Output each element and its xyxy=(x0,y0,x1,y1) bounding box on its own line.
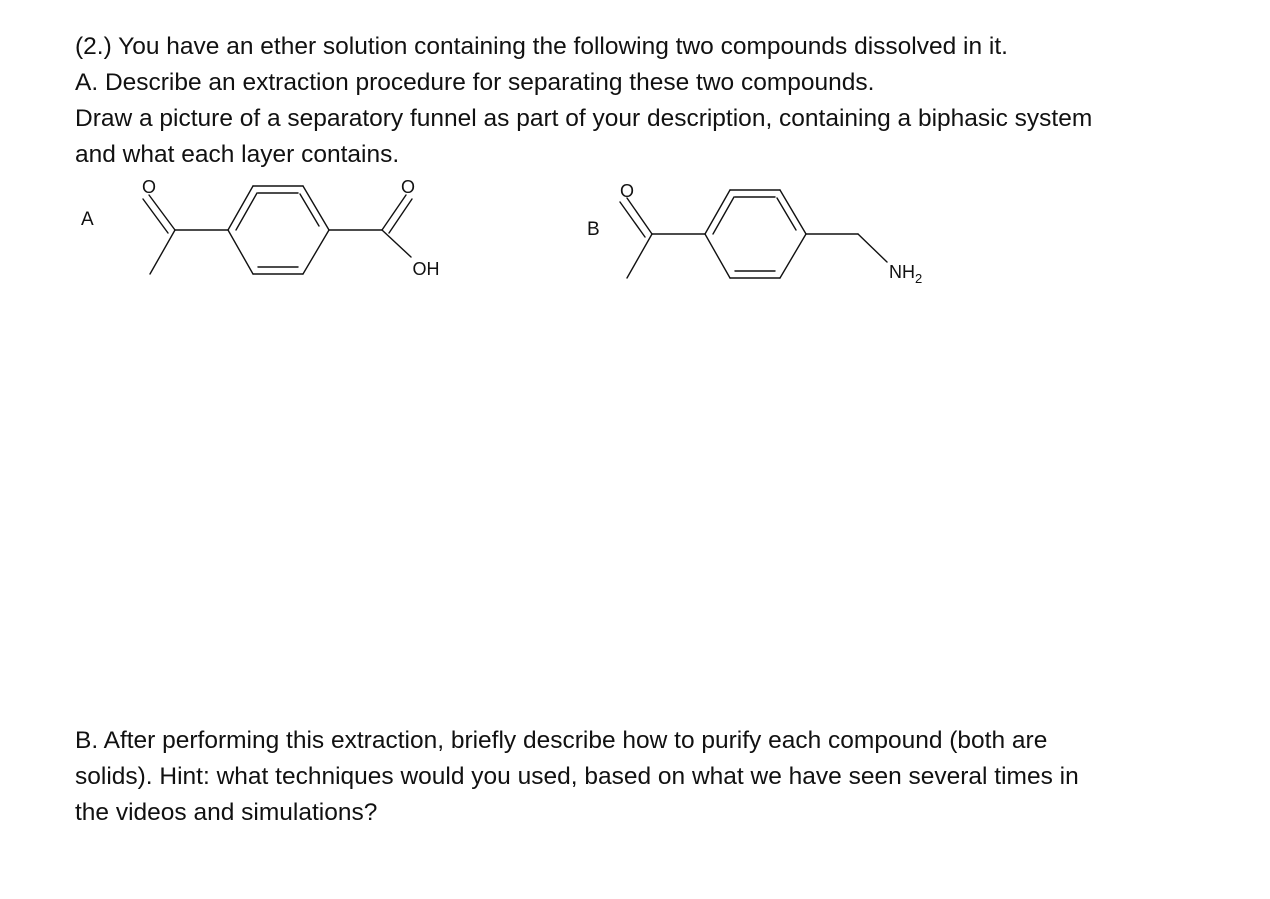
atom-label-subscript: 2 xyxy=(915,271,923,286)
question-line: (2.) You have an ether solution containing the following two compounds dissolved in it. xyxy=(75,33,1008,60)
question-line: the videos and simulations? xyxy=(75,799,378,826)
atom-label-hydroxyl: OH xyxy=(412,259,440,279)
structure-b-bonds xyxy=(620,190,887,278)
question-line: and what each layer contains. xyxy=(75,141,400,168)
atom-label-oxygen: O xyxy=(619,181,635,201)
question-line: solids). Hint: what techniques would you used, based on what we have seen several times in xyxy=(75,763,1079,790)
atom-label-oxygen: O xyxy=(141,177,157,197)
structure-a-label: A xyxy=(81,209,94,230)
question-line: B. After performing this extraction, briefly describe how to purify each compound (both are xyxy=(75,727,1048,754)
question-line: A. Describe an extraction procedure for separating these two compounds. xyxy=(75,69,875,96)
question-part-b xyxy=(75,723,1079,831)
atom-label-amine xyxy=(889,262,922,286)
question-line: Draw a picture of a separatory funnel as part of your description, containing a biphasic system xyxy=(75,105,1093,132)
atom-label-oxygen: O xyxy=(400,177,416,197)
atom-label-nh: NH xyxy=(889,262,915,282)
structure-b-label: B xyxy=(587,219,600,240)
